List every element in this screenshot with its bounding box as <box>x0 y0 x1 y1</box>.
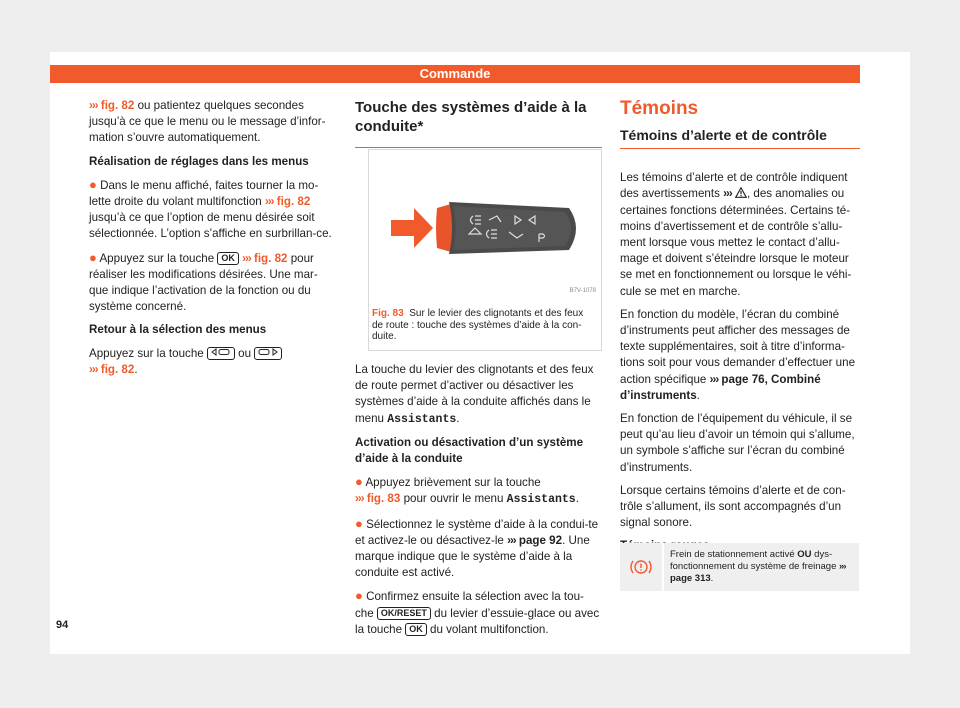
ok-key-icon: OK <box>405 623 427 636</box>
figure-caption: Fig. 83 Sur le levier des clignotants et des feux de route : touche des systèmes d’aide à la con-duite. <box>372 308 584 342</box>
ok-reset-key-icon: OK/RESET <box>377 607 431 620</box>
page-313-link[interactable]: page 313 <box>670 573 711 584</box>
column-middle-text <box>355 362 602 645</box>
arrow-icon: ››› <box>507 533 516 547</box>
bullet-icon: ● <box>355 588 363 604</box>
paragraph-warning-intro: Les témoins d’alerte et de contrôle indiquent des avertissements ››› , des anomalies ou certaines fonctions déterminées. Certains té-moins d’avertissement et de contrôle s’allu-ment lorsque vous mettez le contact d’allu-mage et doivent s’éteindre lorsque le moteur se met en fonctionnement ou lorsque le véhi-cule se met en marche. <box>620 171 852 298</box>
fig-82-link[interactable]: fig. 82 <box>100 99 135 112</box>
arrow-icon: ››› <box>709 372 719 386</box>
menu-forward-key-icon <box>254 347 282 360</box>
arrow-icon: ››› <box>89 99 98 112</box>
chapter-title: Témoins <box>620 98 699 119</box>
bullet-icon: ● <box>355 515 363 531</box>
page-76-link[interactable]: page 76, Combiné d’instruments <box>620 372 821 402</box>
table-icon-cell <box>620 543 662 591</box>
arrow-icon: ››› <box>723 187 732 201</box>
table-row-text: Frein de stationnement activé OU dys-fonctionnement du système de freinage ››› page 313. <box>664 543 859 591</box>
arrow-icon: ››› <box>89 362 98 376</box>
figure-code: B7V-1078 <box>569 288 596 294</box>
bullet-icon: ● <box>89 249 97 265</box>
paragraph-equipment: En fonction de l’équipement du véhicule, il se peut qu’au lieu d’avoir un témoin qui s’allume, un symbole s’affiche sur l’écran du combiné d’instruments. <box>620 412 855 474</box>
fig-82-link[interactable]: fig. 82 <box>276 195 311 209</box>
section-title-warning-lights: Témoins d’alerte et de contrôle <box>620 127 860 149</box>
paragraph-messages: En fonction du modèle, l’écran du combiné d’instruments peut afficher des messages de texte supplémentaires, soit à titre d’informa-tions soit pour vous demander d’effectuer une action spécifique ››› page 76, Combiné d’instruments. <box>620 307 856 402</box>
menu-back-key-icon <box>207 347 235 360</box>
column-right <box>620 98 860 562</box>
column-left <box>89 98 337 385</box>
fig-82-link[interactable]: fig. 82 <box>253 251 288 265</box>
section-title-driver-assist: Touche des systèmes d’aide à la conduite* <box>355 98 602 148</box>
heading-activation: Activation ou désactivation d’un système d’aide à la conduite <box>355 435 584 466</box>
table-divider <box>662 543 664 591</box>
bullet-confirm: ● Confirmez ensuite la sélection avec la tou-che OK/RESET du levier d’essuie-glace ou avec la touche OK du volant multifonction. <box>355 588 600 636</box>
bullet-icon: ● <box>89 176 97 192</box>
brake-warning-icon <box>620 543 662 591</box>
paragraph-stalk: La touche du levier des clignotants et des feux de route permet d’activer ou désactiver les systèmes d’aide à la conduite affichés dans le menu Assistants. <box>355 363 594 426</box>
arrow-icon: ››› <box>355 492 364 506</box>
red-warning-table <box>620 543 859 591</box>
paragraph-intro: ››› fig. 82 ou patientez quelques secondes jusqu’à ce que le menu ou le message d’infor-mation s’ouvre automatiquement. <box>89 99 326 145</box>
page-92-link[interactable]: page 92 <box>518 533 563 547</box>
bullet-select-system: ● Sélectionnez le système d’aide à la condui-te et activez-le ou désactivez-le ››› page 92. Une marque indique que le système d’aide à la conduite est activé. <box>355 515 599 580</box>
bullet-press-briefly: ● Appuyez brièvement sur la touche ››› fig. 83 pour ouvrir le menu Assistants. <box>355 474 579 507</box>
figure-label: Fig. 83 <box>372 308 404 319</box>
menu-name: Assistants <box>506 493 576 507</box>
arrow-icon: ››› <box>242 251 251 265</box>
heading-return: Retour à la sélection des menus <box>89 323 267 337</box>
fig-82-link[interactable]: fig. 82 <box>100 362 135 376</box>
stalk-illustration <box>369 150 601 300</box>
fig-83-link[interactable]: fig. 83 <box>366 492 401 506</box>
page-number: 94 <box>56 619 69 631</box>
bullet-press-ok: ● Appuyez sur la touche OK ››› fig. 82 pour réaliser les modifications désirées. Une mar-que indique l’activation de la fonction ou du système concerné. <box>89 249 318 314</box>
paragraph-return: Appuyez sur la touche ou ››› fig. 82. <box>89 346 337 378</box>
ok-key-icon: OK <box>217 252 239 265</box>
figure-83 <box>368 149 602 351</box>
warning-triangle-icon <box>735 187 747 198</box>
arrow-icon: ››› <box>839 561 846 572</box>
paragraph-sound: Lorsque certains témoins d’alerte et de con-trôle s’allument, ils sont accompagnés d’un signal sonore. <box>620 483 846 530</box>
heading-settings: Réalisation de réglages dans les menus <box>89 154 309 168</box>
orange-arrow-icon <box>391 208 433 248</box>
page-header: Commande <box>50 65 860 83</box>
bullet-icon: ● <box>355 474 363 490</box>
bullet-turn-wheel: ● Dans le menu affiché, faites tourner la mo-lette droite du volant multifonction ››› fig. 82 jusqu’à ce que l’option de menu désirée soit sélectionnée. L’option s’affiche en surbrillan-ce. <box>89 176 332 241</box>
arrow-icon: ››› <box>264 195 274 209</box>
menu-name: Assistants <box>387 412 457 426</box>
